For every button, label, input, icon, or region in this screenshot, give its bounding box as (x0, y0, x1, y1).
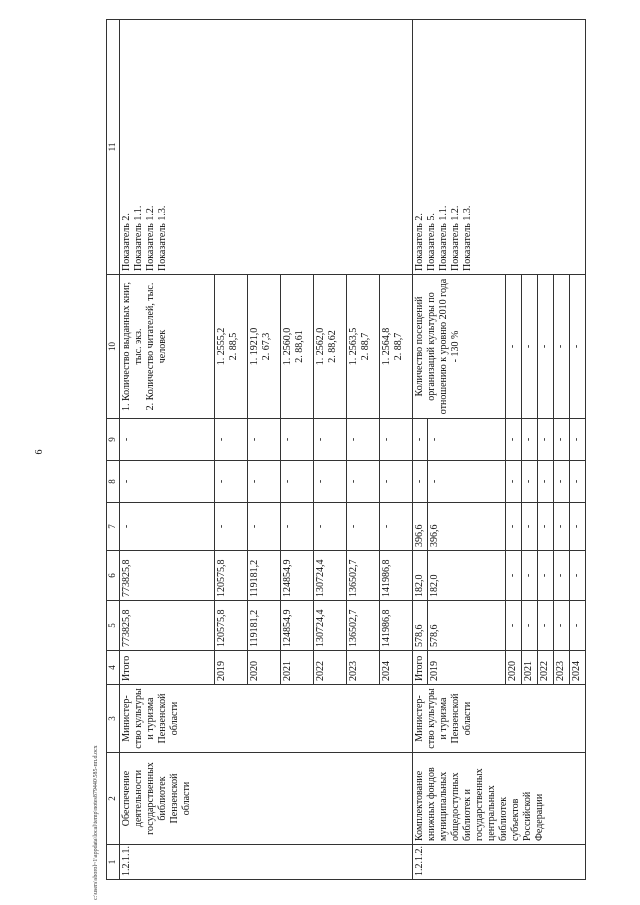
indicator-item: Показатель 1.1. (133, 205, 144, 271)
value-cell: - (248, 419, 281, 461)
result-value: - (506, 275, 522, 419)
period-cell: 2021 (522, 651, 538, 685)
value-cell: - (248, 461, 281, 503)
value-cell: - (281, 503, 314, 551)
rotated-table (106, 20, 582, 880)
value-cell: - (347, 461, 380, 503)
value-cell: 130724,4 (314, 601, 347, 651)
value-cell: - (538, 503, 554, 551)
value-cell: - (413, 461, 428, 503)
indicator-list (413, 20, 586, 275)
col-header-9: 9 (107, 419, 120, 461)
result-value-1: 1. 2562,0 (315, 327, 326, 366)
result-value (347, 275, 380, 419)
value-cell: - (428, 461, 506, 503)
result-indicator: Количество посещений организаций культуры по отношению к уровню 2010 года - 130 % (413, 275, 506, 419)
value-cell: 141986,8 (380, 601, 413, 651)
value-cell: - (428, 419, 506, 461)
page-number: 6 (34, 449, 45, 455)
period-cell: 2021 (281, 651, 314, 685)
value-cell: - (538, 461, 554, 503)
period-cell: 2024 (570, 651, 586, 685)
value-cell: 119181,2 (248, 601, 281, 651)
row-number: 1.2.1.2. (413, 845, 586, 880)
value-cell: - (554, 461, 570, 503)
value-cell: - (380, 503, 413, 551)
result-value-2: 2. 88,7 (393, 332, 404, 361)
value-cell: 119181,2 (248, 551, 281, 601)
value-cell: - (120, 461, 215, 503)
result-value (281, 275, 314, 419)
indicator-item: Показатель 1.2. (145, 205, 156, 271)
indicator-item: Показатель 5. (426, 213, 437, 271)
value-cell: 141986,8 (380, 551, 413, 601)
period-cell: 2022 (538, 651, 554, 685)
result-value: - (522, 275, 538, 419)
indicator-item: Показатель 1.2. (450, 205, 461, 271)
table-row (413, 20, 428, 880)
value-cell: - (522, 503, 538, 551)
result-value-1: 1. 2563,5 (348, 327, 359, 366)
result-value: - (538, 275, 554, 419)
value-cell: - (413, 419, 428, 461)
result-value-2: 2. 67,3 (261, 332, 272, 361)
col-header-11: 11 (107, 20, 120, 275)
value-cell: - (120, 503, 215, 551)
value-cell: 773825,8 (120, 551, 215, 601)
period-cell: 2019 (428, 651, 506, 685)
value-cell: 120575,8 (215, 551, 248, 601)
value-cell: - (522, 551, 538, 601)
col-header-1: 1 (107, 845, 120, 880)
value-cell: 578,6 (428, 601, 506, 651)
value-cell: - (506, 461, 522, 503)
value-cell: - (380, 461, 413, 503)
activity-name: Комплектование книжных фондов муниципальных общедоступных библиотек и государственных центральных библиотек субъектов Российской Федерации (413, 753, 586, 845)
result-value-1: 1. 1921,0 (249, 327, 260, 366)
value-cell: - (554, 503, 570, 551)
value-cell: - (506, 419, 522, 461)
col-header-3: 3 (107, 685, 120, 753)
result-value (215, 275, 248, 419)
value-cell: - (215, 419, 248, 461)
value-cell: - (314, 461, 347, 503)
col-header-4: 4 (107, 651, 120, 685)
value-cell: - (248, 503, 281, 551)
value-cell: - (281, 419, 314, 461)
value-cell: - (314, 503, 347, 551)
col-header-8: 8 (107, 461, 120, 503)
value-cell: - (215, 461, 248, 503)
activity-name: Обеспечение деятельности государственных библиотек Пензенской области (120, 753, 413, 845)
period-cell: 2019 (215, 651, 248, 685)
period-cell: 2022 (314, 651, 347, 685)
indicator-item: Показатель 2. (414, 213, 425, 271)
result-value-2: 2. 88,5 (228, 332, 239, 361)
value-cell: - (570, 503, 586, 551)
period-cell: 2023 (554, 651, 570, 685)
value-cell: - (215, 503, 248, 551)
row-number: 1.2.1.1. (120, 845, 413, 880)
value-cell: 396,6 (413, 503, 428, 551)
value-cell: - (554, 601, 570, 651)
indicator-item: Показатель 2. (121, 213, 132, 271)
value-cell: - (538, 419, 554, 461)
value-cell: 396,6 (428, 503, 506, 551)
result-value-1: 1. 2555,2 (216, 327, 227, 366)
header-row (107, 20, 120, 880)
result-value (248, 275, 281, 419)
result-value-2: 2. 88,61 (294, 330, 305, 363)
value-cell: - (554, 551, 570, 601)
value-cell: 130724,4 (314, 551, 347, 601)
col-header-2: 2 (107, 753, 120, 845)
value-cell: 578,6 (413, 601, 428, 651)
result-value-1: 1. 2560,0 (282, 327, 293, 366)
indicator-item: Показатель 1.1. (438, 205, 449, 271)
value-cell: - (570, 551, 586, 601)
value-cell: - (538, 601, 554, 651)
col-header-7: 7 (107, 503, 120, 551)
value-cell: - (380, 419, 413, 461)
table-container (106, 20, 582, 880)
value-cell: - (522, 419, 538, 461)
period-cell: 2023 (347, 651, 380, 685)
indicator-item: Показатель 1.3. (157, 205, 168, 271)
value-cell: - (570, 461, 586, 503)
value-cell: 124854,9 (281, 601, 314, 651)
executor: Министер-ство культуры и туризма Пензенской области (413, 685, 586, 753)
value-cell: - (570, 601, 586, 651)
file-path-footer: c:\users\sborol~1\appdata\local\temp\notes879440\585-пп.d.ocx (93, 745, 99, 900)
value-cell: - (522, 601, 538, 651)
value-cell: - (570, 419, 586, 461)
result-indicator: 1. Количество выданных книг, тыс. экз. 2. Количество читателей, тыс. человек (120, 275, 215, 419)
result-value: - (554, 275, 570, 419)
indicator-item: Показатель 1.3. (462, 205, 473, 271)
value-cell: 182,0 (428, 551, 506, 601)
result-value: - (570, 275, 586, 419)
period-cell: 2024 (380, 651, 413, 685)
period-cell: Итого (413, 651, 428, 685)
value-cell: - (506, 601, 522, 651)
col-header-6: 6 (107, 551, 120, 601)
result-value (380, 275, 413, 419)
col-header-5: 5 (107, 601, 120, 651)
value-cell: 136502,7 (347, 601, 380, 651)
value-cell: 773825,8 (120, 601, 215, 651)
value-cell: 182,0 (413, 551, 428, 601)
executor: Министер-ство культуры и туризма Пензенской области (120, 685, 413, 753)
col-header-10: 10 (107, 275, 120, 419)
value-cell: - (506, 503, 522, 551)
value-cell: - (281, 461, 314, 503)
period-cell: 2020 (248, 651, 281, 685)
period-cell: 2020 (506, 651, 522, 685)
value-cell: 120575,8 (215, 601, 248, 651)
value-cell: 136502,7 (347, 551, 380, 601)
program-table (106, 19, 586, 880)
value-cell: - (347, 503, 380, 551)
value-cell: - (506, 551, 522, 601)
value-cell: - (538, 551, 554, 601)
value-cell: - (522, 461, 538, 503)
result-value-1: 1. 2564,8 (381, 327, 392, 366)
result-value (314, 275, 347, 419)
value-cell: - (120, 419, 215, 461)
table-row (120, 20, 215, 880)
value-cell: - (347, 419, 380, 461)
result-value-2: 2. 88,62 (327, 330, 338, 363)
indicator-list (120, 20, 413, 275)
period-cell: Итого (120, 651, 215, 685)
value-cell: - (314, 419, 347, 461)
value-cell: 124854,9 (281, 551, 314, 601)
value-cell: - (554, 419, 570, 461)
result-value-2: 2. 88,7 (360, 332, 371, 361)
